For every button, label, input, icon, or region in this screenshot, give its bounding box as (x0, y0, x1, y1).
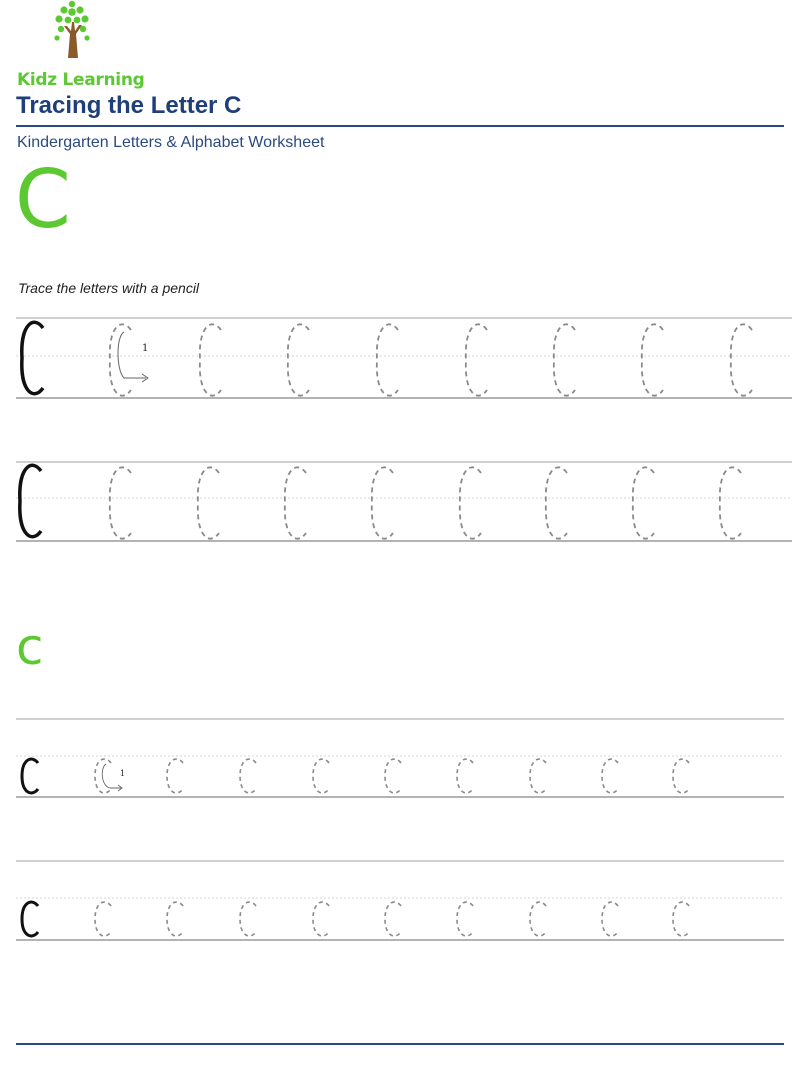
stroke-arrow-line (102, 764, 121, 788)
lowercase-row-1 (16, 719, 784, 797)
footer-divider (16, 1043, 784, 1045)
lowercase-letter-display: c (16, 618, 44, 676)
dotted-letters (95, 759, 689, 793)
page-subtitle: Kindergarten Letters & Alphabet Worksheet (17, 134, 325, 151)
solid-letter-c (20, 465, 41, 536)
solid-letter-c (22, 902, 38, 936)
uppercase-row-1 (16, 318, 792, 398)
stroke-order-guide (102, 764, 125, 791)
lowercase-row-2 (16, 861, 784, 940)
dotted-letters (110, 467, 741, 538)
solid-letter-c (22, 759, 38, 793)
brand-name: Kidz Learning (17, 70, 145, 90)
instructions-text: Trace the letters with a pencil (18, 280, 200, 296)
dotted-letters (110, 324, 752, 395)
stroke-number: 1 (120, 769, 126, 778)
uppercase-letter-display: C (15, 153, 71, 246)
stroke-number: 1 (142, 343, 149, 354)
page-title: Tracing the Letter C (16, 92, 242, 119)
stroke-arrow-line (118, 332, 149, 378)
uppercase-row-2 (16, 462, 792, 541)
solid-letter-c (22, 322, 43, 393)
dotted-letters (95, 902, 689, 936)
stroke-order-guide (118, 332, 148, 382)
